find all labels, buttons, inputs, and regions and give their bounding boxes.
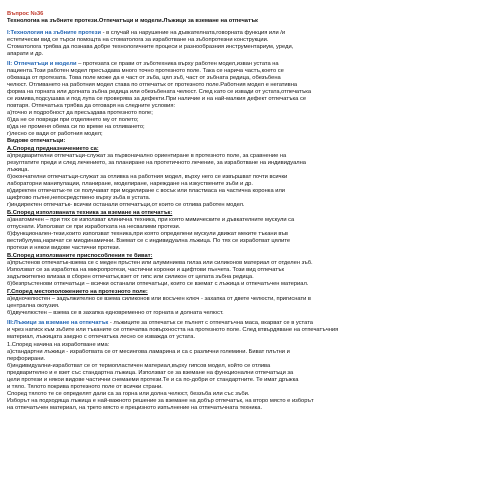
subheading-b: Б.Според използваната техника за вземане на отпечатък: <box>7 210 173 216</box>
paragraph-line: повтаря. Отпечатъка трябва да отговаря на следните условия: <box>7 103 176 109</box>
text-segment: - лъжиците за отпечатък се пълнят с отпечатъчна маса, вкарват се в устата <box>108 320 313 326</box>
paragraph-line: отпуснати. Използват се при изработката на несвалими протези. <box>7 224 181 230</box>
paragraph-line: материал, лъжицата заедно с отпечатъка лесно се изважда от устата. <box>7 334 196 340</box>
paragraph-line: и чрез натиск към зъбите или тъканите се отпечатва повърхността на протезното поле. След втвърдяване на отпечатъчния <box>7 327 339 333</box>
section-heading-2: II: Отпечатъци и модели <box>7 61 77 67</box>
paragraph-line: предварително и е взет със стандартна лъжица. Използват се за вземане на функционални отпечатъци за <box>7 370 294 376</box>
paragraph-line: и тяло. Тялото покрива протезното поле от всички страни. <box>7 384 163 390</box>
document-subtitle: Технологиа на зъбните протези.Отпечатъци и модели.Лъжици за вземане на отпечатък <box>7 18 258 24</box>
paragraph-line: б)функционален-тези,които използват техника,при която определени мускули движат меките тъкани във <box>7 231 288 237</box>
list-item: б)да не се повреди при отделянето му от полето; <box>7 117 139 123</box>
list-item: г)лесно се вади от работния модел; <box>7 131 103 137</box>
section-3-line <box>7 320 493 326</box>
paragraph-line: Според тялото те се определят дали са за горна или долна челюст, беззъба или със зъби. <box>7 391 250 397</box>
subheading-v: В.Според използваните приспособления те биват: <box>7 253 153 259</box>
paragraph-line: централна оклузия. <box>7 303 60 309</box>
paragraph-line: а)анатомичен – при тях се използват клинична техника, при която мимическите и дъвкателните мускули са <box>7 217 295 223</box>
paragraph-line: задължително влизаа в сборен отпечатък,взет от гипс или силикон от целата зъбна редица. <box>7 274 254 280</box>
paragraph-line: цели протези и някои видове частични снемаеми протези.Те и са по-добри от стандартните. Те имат дръжка <box>7 377 299 383</box>
paragraph-line: лабораторни манипулации, планиране, моделиране, нареждане на изкуствените зъби и др. <box>7 181 253 187</box>
paragraph-line: а)едночелюстен – задължително се взема силиконов или восъчен ключ - захапка от двете челюсти, пригиснати в <box>7 296 311 302</box>
paragraph-line: а)стандартни лъжици - изработвата се от месингова ламарина и са с различни големини. Биват плътни и <box>7 349 290 355</box>
paragraph-line: в)директен отпечатък-те се получават при моделиране с восък или пластмаса на частична коронка или <box>7 188 286 194</box>
paragraph-line: обхваща от протезата. Това поле може да е част от зъба, цял зъб, част от зъбната редица, обезъбена <box>7 75 281 81</box>
paragraph-line: щифтово пълне,непосредствено върху зъба в устата. <box>7 195 151 201</box>
list-item: а)точно и подробност да пресъздава протезното поле; <box>7 110 153 116</box>
paragraph-line: челюст. Отливането на работния модел става по отпечатък от протезното поле.Работния модел е негативна <box>7 82 298 88</box>
paragraph-line: резултатите преди и след лечението, за планиране на протетичното лечение, за изработване на индивидуална <box>7 160 307 166</box>
section-2-line <box>7 61 493 67</box>
paragraph-line: на отпечатъчен материал, на трето място е прецизното изпълнение на отпечатъчната техника. <box>7 405 263 411</box>
paragraph-line: перфорирани. <box>7 356 46 362</box>
subheading: Видове отпечатъци: <box>7 138 66 144</box>
paragraph-line: вестибулума,наричат се миодинамични. Вземат се с индивидуална лъжица. По тях се изработват цялите <box>7 238 291 244</box>
subheading-g: Г.Според местоположението на протезното поле: <box>7 289 148 295</box>
paragraph-line: б)индивидуални-изработват се от термопластичен материал,върху гипсов модел, който се отлива <box>7 363 271 369</box>
paragraph-line: лъжица. <box>7 167 30 173</box>
paragraph-line: протези и някои видове частични протези. <box>7 245 121 251</box>
text-segment: - в случай на нарушение на дъвкателната,говорната функция или /и <box>100 30 286 36</box>
paragraph-line: г)индиректен отпечатък- всички останали отпечатъци,от които се отлива работен модел. <box>7 202 245 208</box>
list-item: в)да не променя обема си по време на отливането; <box>7 124 145 130</box>
paragraph-line: форма на горната или долната зъбна редица или обезъбената челюст. След като се извади от устата,отпечатъка <box>7 89 312 95</box>
paragraph-line: б)безпръстенови отпечатъци – всички останали отпечатъци, които се вземат с лъжица и отпечатъчен материал. <box>7 281 309 287</box>
paragraph-line: а)пръстенов отпечатък-взема се с меден пръстен или алуминиева гилза или силиконов материал от отделен зъб. <box>7 260 313 266</box>
section-1-line <box>7 30 493 36</box>
paragraph-line: б)двучелюстен – взема се в захапка едновременно от горната и долната челюст. <box>7 310 224 316</box>
paragraph-line: апарати и др. <box>7 51 44 57</box>
subheading-a: А.Според предназначението са: <box>7 146 99 152</box>
paragraph-line: се измива,подсушава и под лупа се проверява за дефекти.При наличие и на най-малкия дефект отпечатъка се <box>7 96 307 102</box>
paragraph-line: Изборът на подходяща лъжица е най-важното решение за вземане на добър отпечатък, на второ място е изборът <box>7 398 314 404</box>
paragraph-line: б)окончателни отпечатъци-служат за отливка на работния модел, върху него се извършват почти всички <box>7 174 288 180</box>
question-title: Въпрос №36 <box>7 11 44 17</box>
text-segment: – протезата се прави от зъботехника върху работен модел,изван устата на <box>76 61 279 67</box>
section-heading-3: III:Лъжици за вземане на отпечатък <box>7 320 109 326</box>
paragraph-line: 1.Според начина на изработване има: <box>7 342 110 348</box>
paragraph-line: пациента.Този работен модел пресъздава много точно протезното поле. Така се нарича частъ,което се <box>7 68 284 74</box>
paragraph-line: а)предварителни отпечатъци-служат за първоначално ориентиране в протезното поле, за сравнение на <box>7 153 287 159</box>
section-heading-1: I:Технология на зъбните протези <box>7 30 101 36</box>
paragraph-line: Използват се за изработка на микропротези, частични коронки и щифтови пънчета. Този вид отпечатък <box>7 267 285 273</box>
paragraph-line: естетически вид се търси помощта на стоматолога за изработване на зъбопротезни конструкции. <box>7 37 269 43</box>
paragraph-line: Стоматолога трябва да познава добре технологичните процеси и разнообразния инструментариум, уреди, <box>7 44 294 50</box>
